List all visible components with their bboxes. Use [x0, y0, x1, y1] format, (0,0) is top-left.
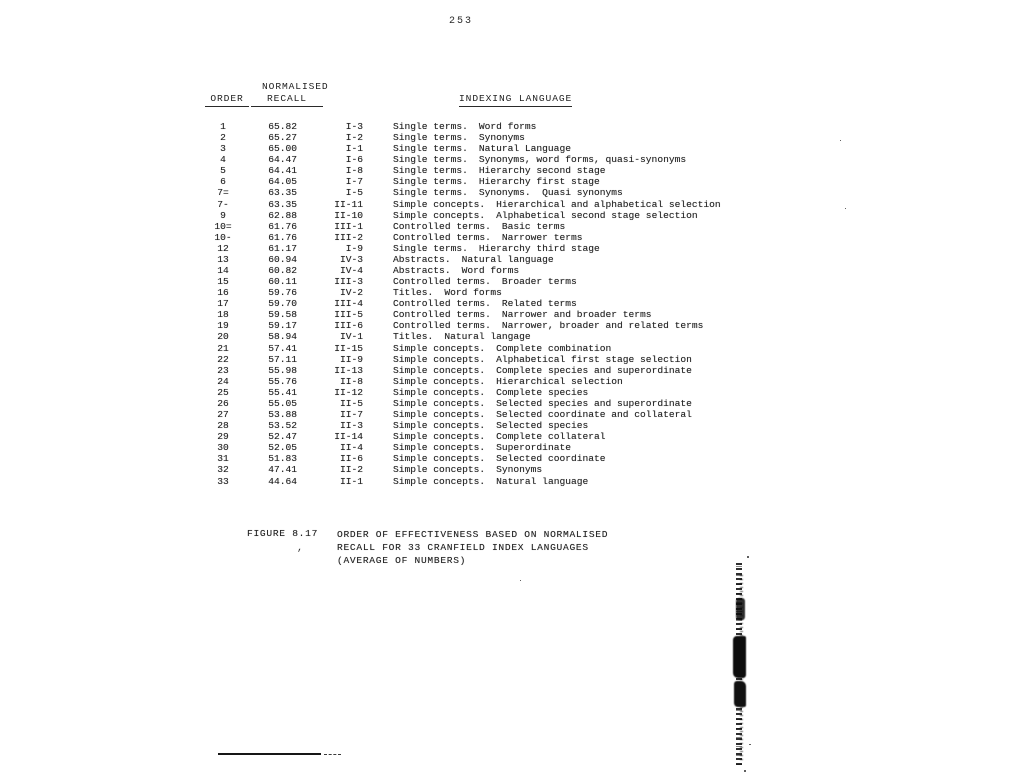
table-row	[205, 320, 785, 331]
description-cell: Synonyms. Quasi synonyms	[478, 187, 623, 199]
table-row	[205, 276, 785, 287]
table-row	[205, 265, 785, 276]
order-cell: 21	[217, 342, 229, 354]
description-cell: Word forms	[444, 287, 502, 299]
order-cell: 3	[220, 143, 226, 155]
recall-cell: 47.41	[268, 464, 297, 476]
language-code-cell: II-5	[339, 397, 363, 409]
order-cell: 24	[217, 375, 229, 387]
description-cell: Hierarchy third stage	[478, 242, 600, 254]
recall-cell: 63.35	[268, 198, 297, 210]
scan-blob-artifact	[736, 598, 745, 620]
order-cell: 26	[217, 397, 229, 409]
language-code-cell: II-9	[339, 353, 363, 365]
description-cell: Narrower, broader and related terms	[501, 320, 704, 332]
order-cell: 17	[217, 298, 229, 310]
language-code-cell: III-4	[334, 298, 363, 310]
table-row	[205, 232, 785, 243]
order-cell: 31	[217, 453, 229, 465]
description-cell: Selected species	[496, 420, 589, 432]
recall-cell: 55.98	[268, 364, 297, 376]
language-code-cell: II-11	[334, 198, 363, 210]
scan-blob-artifact	[733, 636, 746, 678]
category-cell: Single terms.	[393, 121, 468, 132]
table-row	[205, 154, 785, 165]
col-header-indexing-language: INDEXING LANGUAGE	[459, 93, 572, 107]
language-code-cell: I-2	[345, 132, 363, 144]
category-cell: Simple concepts.	[393, 464, 486, 476]
language-code-cell: IV-3	[339, 253, 363, 265]
table-row	[205, 187, 785, 198]
scan-speck	[749, 744, 751, 745]
description-cell: Selected coordinate and collateral	[496, 409, 692, 421]
recall-cell: 64.47	[268, 154, 297, 166]
order-cell: 7=	[217, 187, 229, 199]
scan-blob-artifact	[734, 681, 746, 707]
category-cell: Controlled terms.	[393, 309, 491, 321]
description-cell: Complete species and superordinate	[496, 364, 692, 376]
category-cell: Controlled terms.	[393, 276, 491, 288]
category-cell: Simple concepts.	[393, 431, 486, 443]
order-cell: 18	[217, 309, 229, 321]
col-header-normalised: NORMALISED	[262, 81, 329, 92]
language-code-cell: II-4	[339, 442, 363, 454]
order-cell: 10=	[214, 220, 232, 232]
page-number: 253	[449, 16, 474, 27]
order-cell: 23	[217, 364, 229, 376]
description-cell: Superordinate	[496, 442, 571, 454]
description-cell: Narrower terms	[501, 231, 583, 243]
table-row	[205, 176, 785, 187]
category-cell: Abstracts.	[393, 265, 451, 277]
category-cell: Controlled terms.	[393, 220, 491, 232]
table-row	[205, 431, 785, 442]
recall-cell: 64.05	[268, 176, 297, 188]
order-cell: 29	[217, 431, 229, 443]
description-cell: Synonyms, word forms, quasi-synonyms	[478, 154, 687, 166]
recall-cell: 61.17	[268, 242, 297, 254]
language-code-cell: II-15	[334, 342, 363, 354]
description-cell: Alphabetical first stage selection	[496, 353, 692, 365]
description-cell: Hierarchy second stage	[478, 165, 606, 177]
language-code-cell: IV-2	[339, 287, 363, 299]
recall-cell: 53.88	[268, 409, 297, 421]
order-cell: 7-	[217, 198, 229, 210]
recall-cell: 52.47	[268, 431, 297, 443]
order-cell: 10-	[214, 231, 232, 243]
order-cell: 5	[220, 165, 226, 177]
category-cell: Simple concepts.	[393, 442, 486, 454]
table-row	[205, 354, 785, 365]
language-code-cell: III-5	[334, 309, 363, 321]
language-code-cell: III-6	[334, 320, 363, 332]
recall-cell: 55.05	[268, 397, 297, 409]
order-cell: 20	[217, 331, 229, 343]
table-row	[205, 442, 785, 453]
scan-artifact-mark: ,	[297, 543, 304, 554]
description-cell: Alphabetical second stage selection	[496, 209, 698, 221]
recall-cell: 57.41	[268, 342, 297, 354]
figure-caption-text	[337, 528, 608, 568]
description-cell: Natural language	[461, 253, 554, 265]
table-row	[205, 165, 785, 176]
caption-line: RECALL FOR 33 CRANFIELD INDEX LANGUAGES	[337, 542, 589, 554]
order-cell: 25	[217, 386, 229, 398]
language-code-cell: IV-4	[339, 265, 363, 277]
order-cell: 32	[217, 464, 229, 476]
language-code-cell: I-5	[345, 187, 363, 199]
category-cell: Simple concepts.	[393, 198, 486, 210]
recall-cell: 44.64	[268, 475, 297, 487]
description-cell: Synonyms	[478, 132, 525, 144]
language-code-cell: II-2	[339, 464, 363, 476]
category-cell: Single terms.	[393, 165, 468, 177]
recall-cell: 55.41	[268, 386, 297, 398]
recall-cell: 55.76	[268, 375, 297, 387]
language-code-cell: III-2	[334, 231, 363, 243]
recall-cell: 59.58	[268, 309, 297, 321]
order-cell: 13	[217, 253, 229, 265]
recall-cell: 61.76	[268, 231, 297, 243]
table-row	[205, 243, 785, 254]
language-code-cell: I-1	[345, 143, 363, 155]
figure-caption-label: FIGURE 8.17	[247, 528, 319, 539]
category-cell: Simple concepts.	[393, 420, 486, 432]
table-row	[205, 331, 785, 342]
recall-cell: 60.94	[268, 253, 297, 265]
language-code-cell: I-6	[345, 154, 363, 166]
category-cell: Controlled terms.	[393, 320, 491, 332]
category-cell: Titles.	[393, 287, 434, 299]
category-cell: Simple concepts.	[393, 409, 486, 421]
table-row	[205, 387, 785, 398]
language-code-cell: II-1	[339, 475, 363, 487]
language-code-cell: IV-1	[339, 331, 363, 343]
bottom-rule-line	[218, 753, 321, 755]
order-cell: 2	[220, 132, 226, 144]
order-cell: 27	[217, 409, 229, 421]
order-cell: 22	[217, 353, 229, 365]
category-cell: Single terms.	[393, 154, 468, 166]
recall-cell: 58.94	[268, 331, 297, 343]
order-cell: 1	[220, 121, 226, 132]
category-cell: Titles.	[393, 331, 434, 343]
order-cell: 15	[217, 276, 229, 288]
description-cell: Synonyms	[496, 464, 543, 476]
recall-cell: 65.00	[268, 143, 297, 155]
language-code-cell: I-3	[345, 121, 363, 132]
language-code-cell: II-8	[339, 375, 363, 387]
table-row	[205, 398, 785, 409]
order-cell: 33	[217, 475, 229, 487]
table-row	[205, 221, 785, 232]
recall-cell: 59.17	[268, 320, 297, 332]
language-code-cell: III-3	[334, 276, 363, 288]
language-code-cell: II-6	[339, 453, 363, 465]
col-header-recall: RECALL	[251, 93, 323, 107]
language-code-cell: II-3	[339, 420, 363, 432]
order-cell: 14	[217, 265, 229, 277]
category-cell: Single terms.	[393, 187, 468, 199]
caption-line: ORDER OF EFFECTIVENESS BASED ON NORMALISED	[337, 529, 609, 540]
table-row	[205, 210, 785, 221]
description-cell: Hierarchy first stage	[478, 176, 600, 188]
bottom-rule-dashes	[324, 754, 341, 755]
category-cell: Controlled terms.	[393, 298, 491, 310]
order-cell: 16	[217, 287, 229, 299]
category-cell: Abstracts.	[393, 253, 451, 265]
table-row	[205, 376, 785, 387]
language-code-cell: II-7	[339, 409, 363, 421]
language-code-cell: II-12	[334, 386, 363, 398]
category-cell: Simple concepts.	[393, 475, 486, 487]
language-code-cell: II-14	[334, 431, 363, 443]
language-code-cell: II-13	[334, 364, 363, 376]
order-cell: 4	[220, 154, 226, 166]
description-cell: Hierarchical and alphabetical selection	[496, 198, 721, 210]
recall-cell: 51.83	[268, 453, 297, 465]
category-cell: Single terms.	[393, 143, 468, 155]
table-row	[205, 464, 785, 475]
order-cell: 6	[220, 176, 226, 188]
order-cell: 28	[217, 420, 229, 432]
description-cell: Word forms	[478, 121, 537, 132]
table-row	[205, 143, 785, 154]
scan-speck	[840, 140, 841, 141]
recall-cell: 60.11	[268, 276, 297, 288]
table-row	[205, 199, 785, 210]
ranking-table-body	[205, 121, 785, 487]
table-row	[205, 287, 785, 298]
table-row	[205, 309, 785, 320]
description-cell: Complete collateral	[496, 431, 606, 443]
caption-line: (AVERAGE OF NUMBERS)	[337, 555, 467, 567]
category-cell: Single terms.	[393, 176, 468, 188]
table-row	[205, 420, 785, 431]
recall-cell: 59.70	[268, 298, 297, 310]
description-cell: Natural language	[496, 475, 589, 487]
order-cell: 12	[217, 242, 229, 254]
col-header-order: ORDER	[205, 93, 249, 107]
recall-cell: 65.27	[268, 132, 297, 144]
table-row	[205, 254, 785, 265]
description-cell: Complete combination	[496, 342, 612, 354]
description-cell: Related terms	[501, 298, 577, 310]
category-cell: Single terms.	[393, 132, 468, 144]
table-row	[205, 476, 785, 487]
category-cell: Simple concepts.	[393, 342, 486, 354]
recall-cell: 61.76	[268, 220, 297, 232]
description-cell: Natural Language	[478, 143, 571, 155]
recall-cell: 59.76	[268, 287, 297, 299]
recall-cell: 52.05	[268, 442, 297, 454]
recall-cell: 65.82	[268, 121, 297, 132]
order-cell: 19	[217, 320, 229, 332]
description-cell: Word forms	[461, 265, 520, 277]
description-cell: Selected species and superordinate	[496, 397, 692, 409]
category-cell: Simple concepts.	[393, 397, 486, 409]
category-cell: Single terms.	[393, 242, 468, 254]
table-row	[205, 298, 785, 309]
table-row	[205, 132, 785, 143]
description-cell: Broader terms	[501, 276, 577, 288]
table-row	[205, 343, 785, 354]
description-cell: Narrower and broader terms	[501, 309, 652, 321]
description-cell: Hierarchical selection	[496, 375, 623, 387]
description-cell: Complete species	[496, 386, 589, 398]
description-cell: Selected coordinate	[496, 453, 606, 465]
category-cell: Controlled terms.	[393, 231, 491, 243]
category-cell: Simple concepts.	[393, 453, 486, 465]
scan-speck	[520, 580, 521, 581]
scan-speck	[747, 556, 749, 558]
order-cell: 30	[217, 442, 229, 454]
recall-cell: 53.52	[268, 420, 297, 432]
scan-speck	[845, 208, 846, 209]
category-cell: Simple concepts.	[393, 209, 486, 221]
table-row	[205, 121, 785, 132]
description-cell: Natural langage	[444, 331, 531, 343]
recall-cell: 57.11	[268, 353, 297, 365]
table-row	[205, 409, 785, 420]
category-cell: Simple concepts.	[393, 375, 486, 387]
language-code-cell: III-1	[334, 220, 363, 232]
language-code-cell: II-10	[334, 209, 363, 221]
category-cell: Simple concepts.	[393, 386, 486, 398]
category-cell: Simple concepts.	[393, 353, 486, 365]
recall-cell: 64.41	[268, 165, 297, 177]
order-cell: 9	[220, 209, 226, 221]
recall-cell: 62.88	[268, 209, 297, 221]
language-code-cell: I-7	[345, 176, 363, 188]
recall-cell: 60.82	[268, 265, 297, 277]
table-row	[205, 365, 785, 376]
language-code-cell: I-8	[345, 165, 363, 177]
category-cell: Simple concepts.	[393, 364, 486, 376]
recall-cell: 63.35	[268, 187, 297, 199]
language-code-cell: I-9	[345, 242, 363, 254]
table-row	[205, 453, 785, 464]
description-cell: Basic terms	[501, 220, 566, 232]
